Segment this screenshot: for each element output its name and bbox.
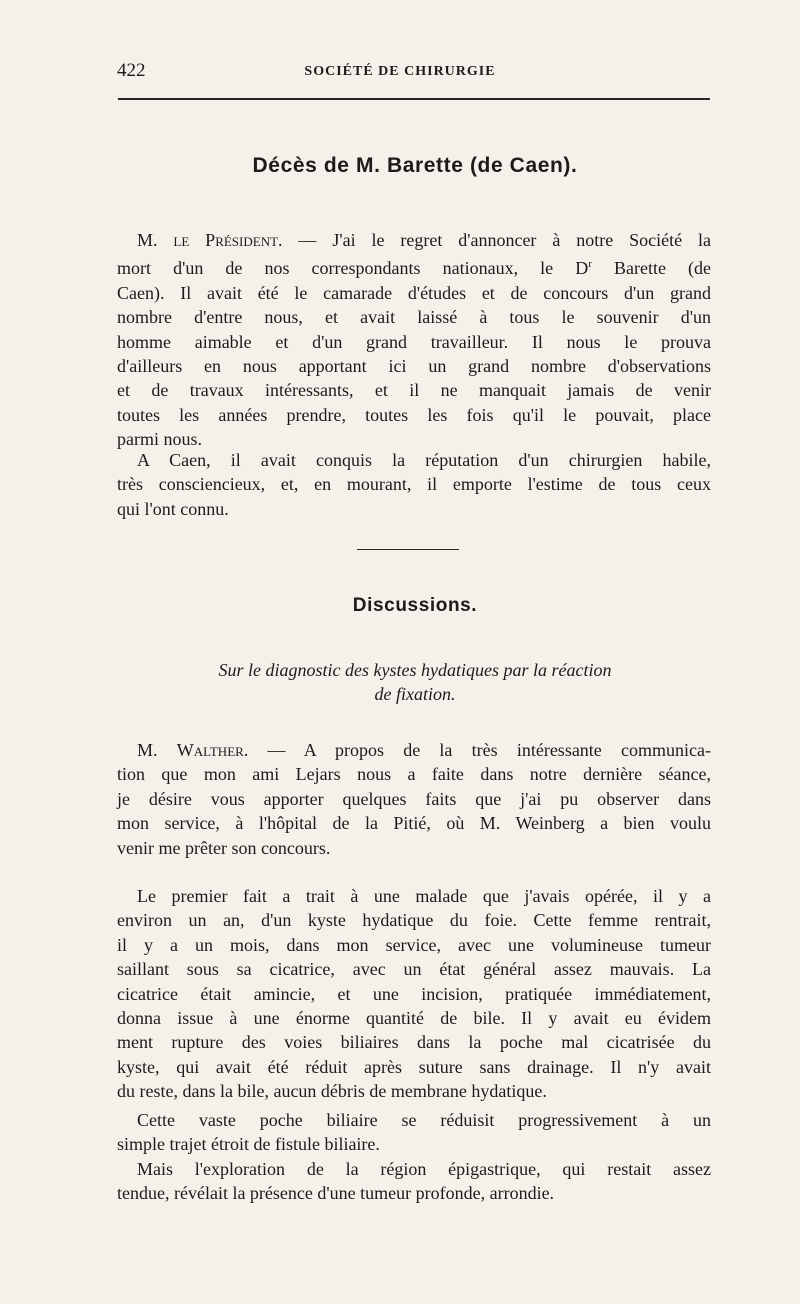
text-line: saillant sous sa cicatrice, avec un état général assez mauvais. La xyxy=(117,959,711,980)
section-title-deces: Décès de M. Barette (de Caen). xyxy=(252,154,578,177)
text-line: simple trajet étroit de fistule biliaire. xyxy=(117,1134,380,1155)
paragraph-poche-biliaire xyxy=(117,1108,711,1157)
section-divider xyxy=(357,549,459,550)
superscript: r xyxy=(588,258,592,271)
text-line: mort d'un de nos correspondants nationaux, le $D^r$ Barette (de xyxy=(117,258,711,279)
text-line: d'ailleurs en nous apportant ici un grand nombre d'observations xyxy=(117,356,711,377)
text-line: Le premier fait a trait à une malade que j'avais opérée, il y a xyxy=(137,886,711,906)
discussion-subtitle-line-1: Sur le diagnostic des kystes hydatiques par la réaction xyxy=(218,660,612,680)
page-number: 422 xyxy=(117,60,146,81)
running-head: SOCIÉTÉ DE CHIRURGIE xyxy=(304,64,496,79)
section-title-discussions: Discussions. xyxy=(352,595,478,616)
text-line: M. le Président. — J'ai le regret d'annoncer à notre Société la xyxy=(137,230,711,250)
header-rule xyxy=(118,98,710,100)
paragraph-caen xyxy=(117,448,711,521)
text-line: qui l'ont connu. xyxy=(117,498,229,519)
speaker-name: Walther xyxy=(176,740,244,760)
text-line: parmi nous. xyxy=(117,429,202,450)
paragraph-president xyxy=(117,228,711,452)
text-line: et de travaux intéressants, et il ne manquait jamais de venir xyxy=(117,380,711,401)
text-line: du reste, dans la bile, aucun débris de membrane hydatique. xyxy=(117,1081,547,1102)
text-line: kyste, qui avait été réduit après suture sans drainage. Il n'y avait xyxy=(117,1056,711,1077)
text-line: M. Walther. — A propos de la très intéressante communica- xyxy=(137,740,711,760)
text-line: ment rupture des voies biliaires dans la poche mal cicatrisée du xyxy=(117,1032,711,1053)
paragraph-exploration xyxy=(117,1157,711,1206)
text-line: A Caen, il avait conquis la réputation d'un chirurgien habile, xyxy=(137,450,711,470)
paragraph-walther xyxy=(117,738,711,860)
text-line: Mais l'exploration de la région épigastrique, qui restait assez xyxy=(137,1159,711,1179)
text-line: environ un an, d'un kyste hydatique du foie. Cette femme rentrait, xyxy=(117,910,711,931)
text-line: donna issue à une énorme quantité de bile. Il y avait eu évidem xyxy=(117,1008,711,1029)
text-line: il y a un mois, dans mon service, avec une volumineuse tumeur xyxy=(117,934,711,955)
text-line: très consciencieux, et, en mourant, il emporte l'estime de tous ceux xyxy=(117,474,711,495)
discussion-subtitle-line-2: de fixation. xyxy=(374,684,456,704)
text-line: je désire vous apporter quelques faits que j'ai pu observer dans xyxy=(117,788,711,809)
paragraph-premier-fait xyxy=(117,884,711,1104)
text-line: homme aimable et d'un grand travailleur. Il nous le prouva xyxy=(117,331,711,352)
text-line: tion que mon ami Lejars nous a faite dans notre dernière séance, xyxy=(117,764,711,785)
speaker-name: le Président xyxy=(173,230,279,250)
text-line: nombre d'entre nous, et avait laissé à tous le souvenir d'un xyxy=(117,307,711,328)
text-line: Caen). Il avait été le camarade d'études et de concours d'un grand xyxy=(117,282,711,303)
text-line: venir me prêter son concours. xyxy=(117,837,331,858)
text-line: toutes les années prendre, toutes les fois qu'il le pouvait, place xyxy=(117,404,711,425)
text-line: tendue, révélait la présence d'une tumeur profonde, arrondie. xyxy=(117,1183,555,1204)
text-line: cicatrice était amincie, et une incision, pratiquée immédiatement, xyxy=(117,983,711,1004)
text-line: mon service, à l'hôpital de la Pitié, où M. Weinberg a bien voulu xyxy=(117,813,711,834)
text-line: Cette vaste poche biliaire se réduisit progressivement à un xyxy=(137,1110,711,1130)
